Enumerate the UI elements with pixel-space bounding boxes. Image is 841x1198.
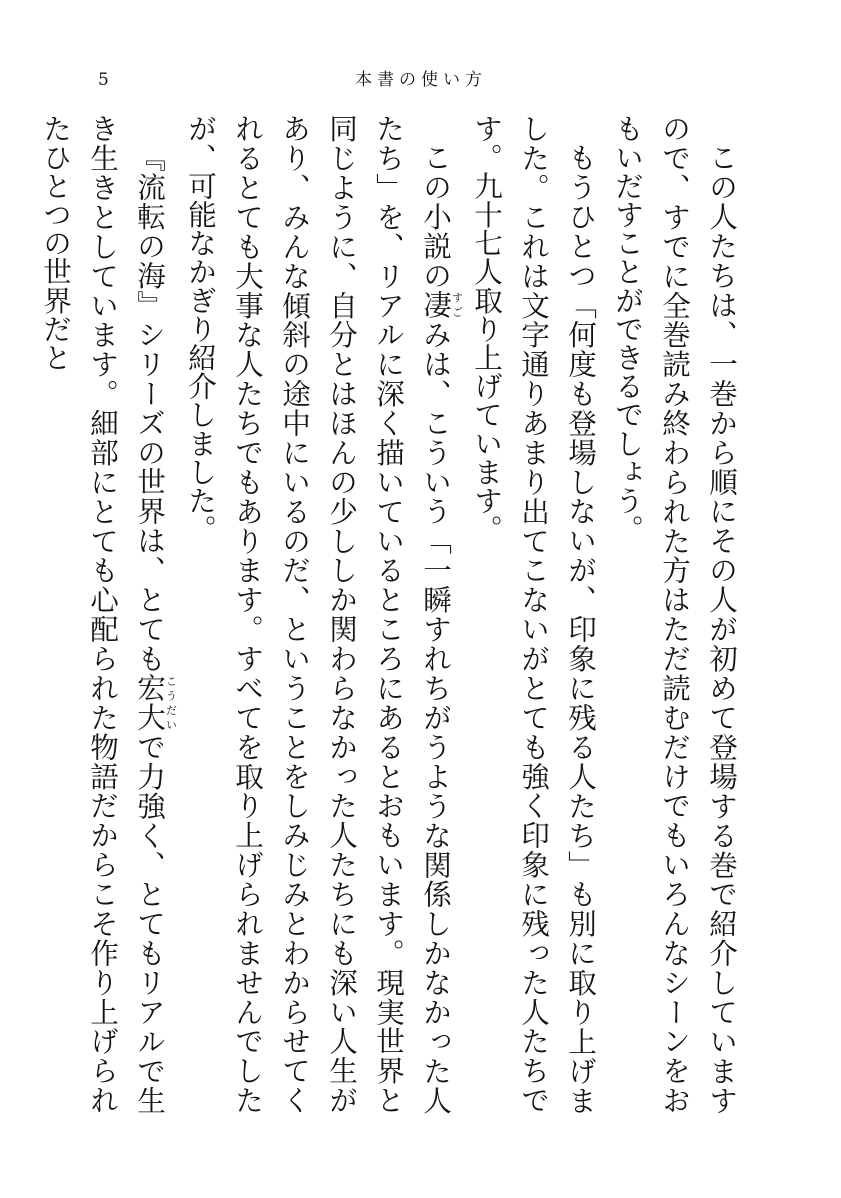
text-segment: この小説の bbox=[419, 142, 453, 290]
ruby-base: 宏大 bbox=[133, 672, 167, 732]
paragraph bbox=[604, 114, 745, 1114]
text-segment: もうひとつ「何度も登場しないが、印象に残る人たち」も別に取り上げました。これは文字通りあまり出てこないがとても強く印象に残った人たちです。九十七人取り上げています。 bbox=[470, 114, 598, 1114]
paragraph bbox=[463, 114, 604, 1114]
paragraph bbox=[177, 114, 463, 1114]
text-segment: 『流転の海』シリーズの世界は、とても bbox=[133, 142, 167, 673]
body-text bbox=[32, 114, 745, 1114]
ruby-word bbox=[133, 672, 178, 732]
running-head-title: 本書の使い方 bbox=[355, 70, 487, 90]
text-segment: で力強く、とてもリアルで生き生きとしています。細部にとても心配られた物語だからこそ作り上げられたひとつの世界だと bbox=[39, 114, 167, 1114]
ruby-reading: こうだい bbox=[164, 672, 178, 731]
text-segment: みは、こういう「一瞬すれちがうような関係しかなかった人たち」を、リアルに深く描いているところにあるとおもいます。現実世界と同じように、自分とはほんの少ししか関わらなかった人たちにも深い人生があり、みんな傾斜の途中にいるのだ、ということをしみじみとわからせてくれるとても大事な人たちでもあります。すべてを取り上げられませんでしたが、可能なかぎり紹介しました。 bbox=[184, 114, 453, 1114]
page-number: 5 bbox=[98, 70, 109, 90]
ruby-base: 凄 bbox=[419, 289, 453, 320]
ruby-reading: すご bbox=[450, 289, 464, 319]
ruby-word bbox=[419, 289, 464, 320]
text-segment: この人たちは、一巻から順にその人が初めて登場する巻で紹介していますので、すでに全巻読み終わられた方はただ読むだけでもいろんなシーンをおもいだすことができるでしょう。 bbox=[611, 114, 739, 1114]
paragraph bbox=[32, 114, 177, 1114]
